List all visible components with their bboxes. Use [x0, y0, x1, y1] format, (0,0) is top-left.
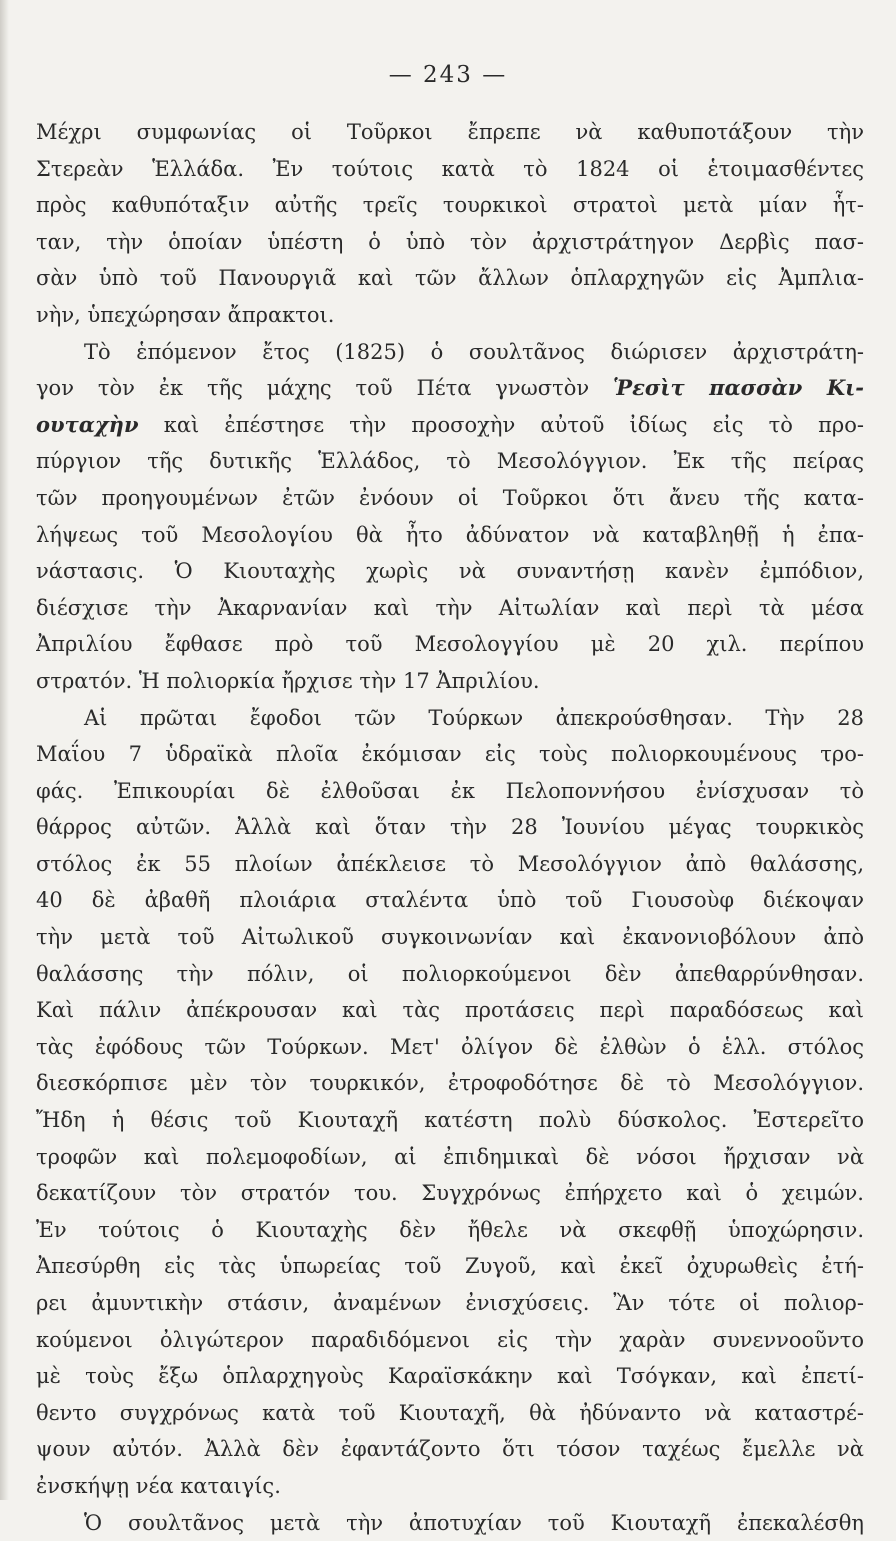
text-line: Μέχρι συμφωνίας οἱ Τοῦρκοι ἔπρεπε νὰ καθυποτάξουν τὴν [36, 120, 864, 144]
text-line: διεσκόρπισε μὲν τὸν τουρκικόν, ἐτροφοδότησε δὲ τὸ Μεσολόγγιον. [36, 1071, 864, 1096]
text-line: τὴν μετὰ τοῦ Αἰτωλικοῦ συγκοινωνίαν καὶ ἐκανονιοβόλουν ἀπὸ [36, 925, 864, 950]
text-line: ἐνσκήψῃ νέα καταιγίς. [36, 1473, 281, 1498]
page-edge-shadow [0, 0, 9, 1500]
text-line: στόλος ἐκ 55 πλοίων ἀπέκλεισε τὸ Μεσολόγγιον ἀπὸ θαλάσσης, [36, 851, 864, 876]
text-line: ψουν αὐτόν. Ἀλλὰ δὲν ἐφαντάζοντο ὅτι τόσον ταχέως ἔμελλε νὰ [36, 1437, 864, 1462]
text-line: δεκατίζουν τὸν στρατόν του. Συγχρόνως ἐπήρχετο καὶ ὁ χειμών. [36, 1181, 864, 1206]
text-line: Ἐν τούτοις ὁ Κιουταχὴς δὲν ἤθελε νὰ σκεφθῇ ὑποχώρησιν. [36, 1217, 864, 1242]
text-line: Ἀπεσύρθη εἰς τὰς ὑπωρείας τοῦ Ζυγοῦ, καὶ ἐκεῖ ὀχυρωθεὶς ἐτή- [36, 1254, 864, 1279]
text-line: φάς. Ἐπικουρίαι δὲ ἐλθοῦσαι ἐκ Πελοποννήσου ἐνίσχυσαν τὸ [36, 778, 864, 803]
body-text [36, 114, 864, 1541]
text-line: στρατόν. Ἡ πολιορκία ἤρχισε τὴν 17 Ἀπριλίου. [36, 668, 540, 693]
text-line: σὰν ὑπὸ τοῦ Πανουργιᾶ καὶ τῶν ἄλλων ὁπλαρχηγῶν εἰς Ἀμπλια- [36, 266, 864, 291]
text-line: νάστασις. Ὁ Κιουταχὴς χωρὶς νὰ συναντήσῃ κανὲν ἐμπόδιον, [36, 559, 864, 584]
text-line: ρει ἀμυντικὴν στάσιν, ἀναμένων ἐνισχύσεις. Ἂν τότε οἱ πολιορ- [36, 1291, 864, 1315]
text-line: κούμενοι ὀλιγώτερον παραδιδόμενοι εἰς τὴν χαρὰν συνεννοοῦντο [36, 1327, 864, 1352]
text-line: 40 δὲ ἀβαθῆ πλοιάρια σταλέντα ὑπὸ τοῦ Γιουσοὺφ διέκοψαν [36, 888, 864, 913]
text-line: Ὁ σουλτᾶνος μετὰ τὴν ἀποτυχίαν τοῦ Κιουταχῆ ἐπεκαλέσθη [84, 1510, 864, 1535]
text-line: διέσχισε τὴν Ἀκαρνανίαν καὶ τὴν Αἰτωλίαν καὶ περὶ τὰ μέσα [36, 595, 864, 620]
page-number: — 243 — [388, 62, 508, 88]
text-line: γον τὸν ἐκ τῆς μάχης τοῦ Πέτα γνωστὸν Ῥεσὶτ πασσὰν Κι- [36, 375, 864, 401]
text-line: ταν, τὴν ὁποίαν ὑπέστη ὁ ὑπὸ τὸν ἀρχιστράτηγον Δερβὶς πασ- [36, 229, 864, 254]
text-line: πύργιον τῆς δυτικῆς Ἑλλάδος, τὸ Μεσολόγγιον. Ἐκ τῆς πείρας [36, 449, 864, 474]
text-line: λήψεως τοῦ Μεσολογίου θὰ ἦτο ἀδύνατον νὰ καταβληθῇ ἡ ἐπα- [36, 522, 864, 547]
text-line: μὲ τοὺς ἔξω ὁπλαρχηγοὺς Καραϊσκάκην καὶ Τσόγκαν, καὶ ἐπετί- [36, 1364, 864, 1389]
text-line: νὴν, ὑπεχώρησαν ἄπρακτοι. [36, 302, 335, 327]
text-line: Μαΐου 7 ὑδραϊκὰ πλοῖα ἐκόμισαν εἰς τοὺς πολιορκουμένους τρο- [36, 742, 864, 767]
text-line: Αἱ πρῶται ἔφοδοι τῶν Τούρκων ἀπεκρούσθησαν. Τὴν 28 [84, 705, 864, 730]
text-line: θαλάσσης τὴν πόλιν, οἱ πολιορκούμενοι δὲν ἀπεθαρρύνθησαν. [36, 961, 864, 986]
text-line: θεντο συγχρόνως κατὰ τοῦ Κιουταχῆ, θὰ ἠδύναντο νὰ καταστρέ- [36, 1400, 864, 1425]
text-line: Στερεὰν Ἑλλάδα. Ἐν τούτοις κατὰ τὸ 1824 οἱ ἑτοιμασθέντες [36, 156, 864, 181]
text-line: τροφῶν καὶ πολεμοφοδίων, αἱ ἐπιδημικαὶ δὲ νόσοι ἤρχισαν νὰ [36, 1144, 864, 1169]
text-line: τῶν προηγουμένων ἐτῶν ἐνόουν οἱ Τοῦρκοι ὅτι ἄνευ τῆς κατα- [36, 485, 864, 510]
text-line: Ἤδη ἡ θέσις τοῦ Κιουταχῆ κατέστη πολὺ δύσκολος. Ἐστερεῖτο [36, 1108, 864, 1133]
text-line: θάρρος αὐτῶν. Ἀλλὰ καὶ ὅταν τὴν 28 Ἰουνίου μέγας τουρκικὸς [36, 815, 864, 840]
text-line: ουταχὴν καὶ ἐπέστησε τὴν προσοχὴν αὐτοῦ ἰδίως εἰς τὸ προ- [36, 411, 864, 437]
text-line: Ἀπριλίου ἔφθασε πρὸ τοῦ Μεσολογγίου μὲ 20 χιλ. περίπου [36, 632, 864, 657]
text-line: τὰς ἐφόδους τῶν Τούρκων. Μετ' ὀλίγον δὲ ἐλθὼν ὁ ἑλλ. στόλος [36, 1034, 864, 1059]
text-line: Τὸ ἑπόμενον ἔτος (1825) ὁ σουλτᾶνος διώρισεν ἀρχιστράτη- [84, 339, 864, 364]
text-line: Καὶ πάλιν ἀπέκρουσαν καὶ τὰς προτάσεις περὶ παραδόσεως καὶ [36, 998, 864, 1023]
text-line: πρὸς καθυπόταξιν αὐτῆς τρεῖς τουρκικοὶ στρατοὶ μετὰ μίαν ἧτ- [36, 193, 864, 218]
